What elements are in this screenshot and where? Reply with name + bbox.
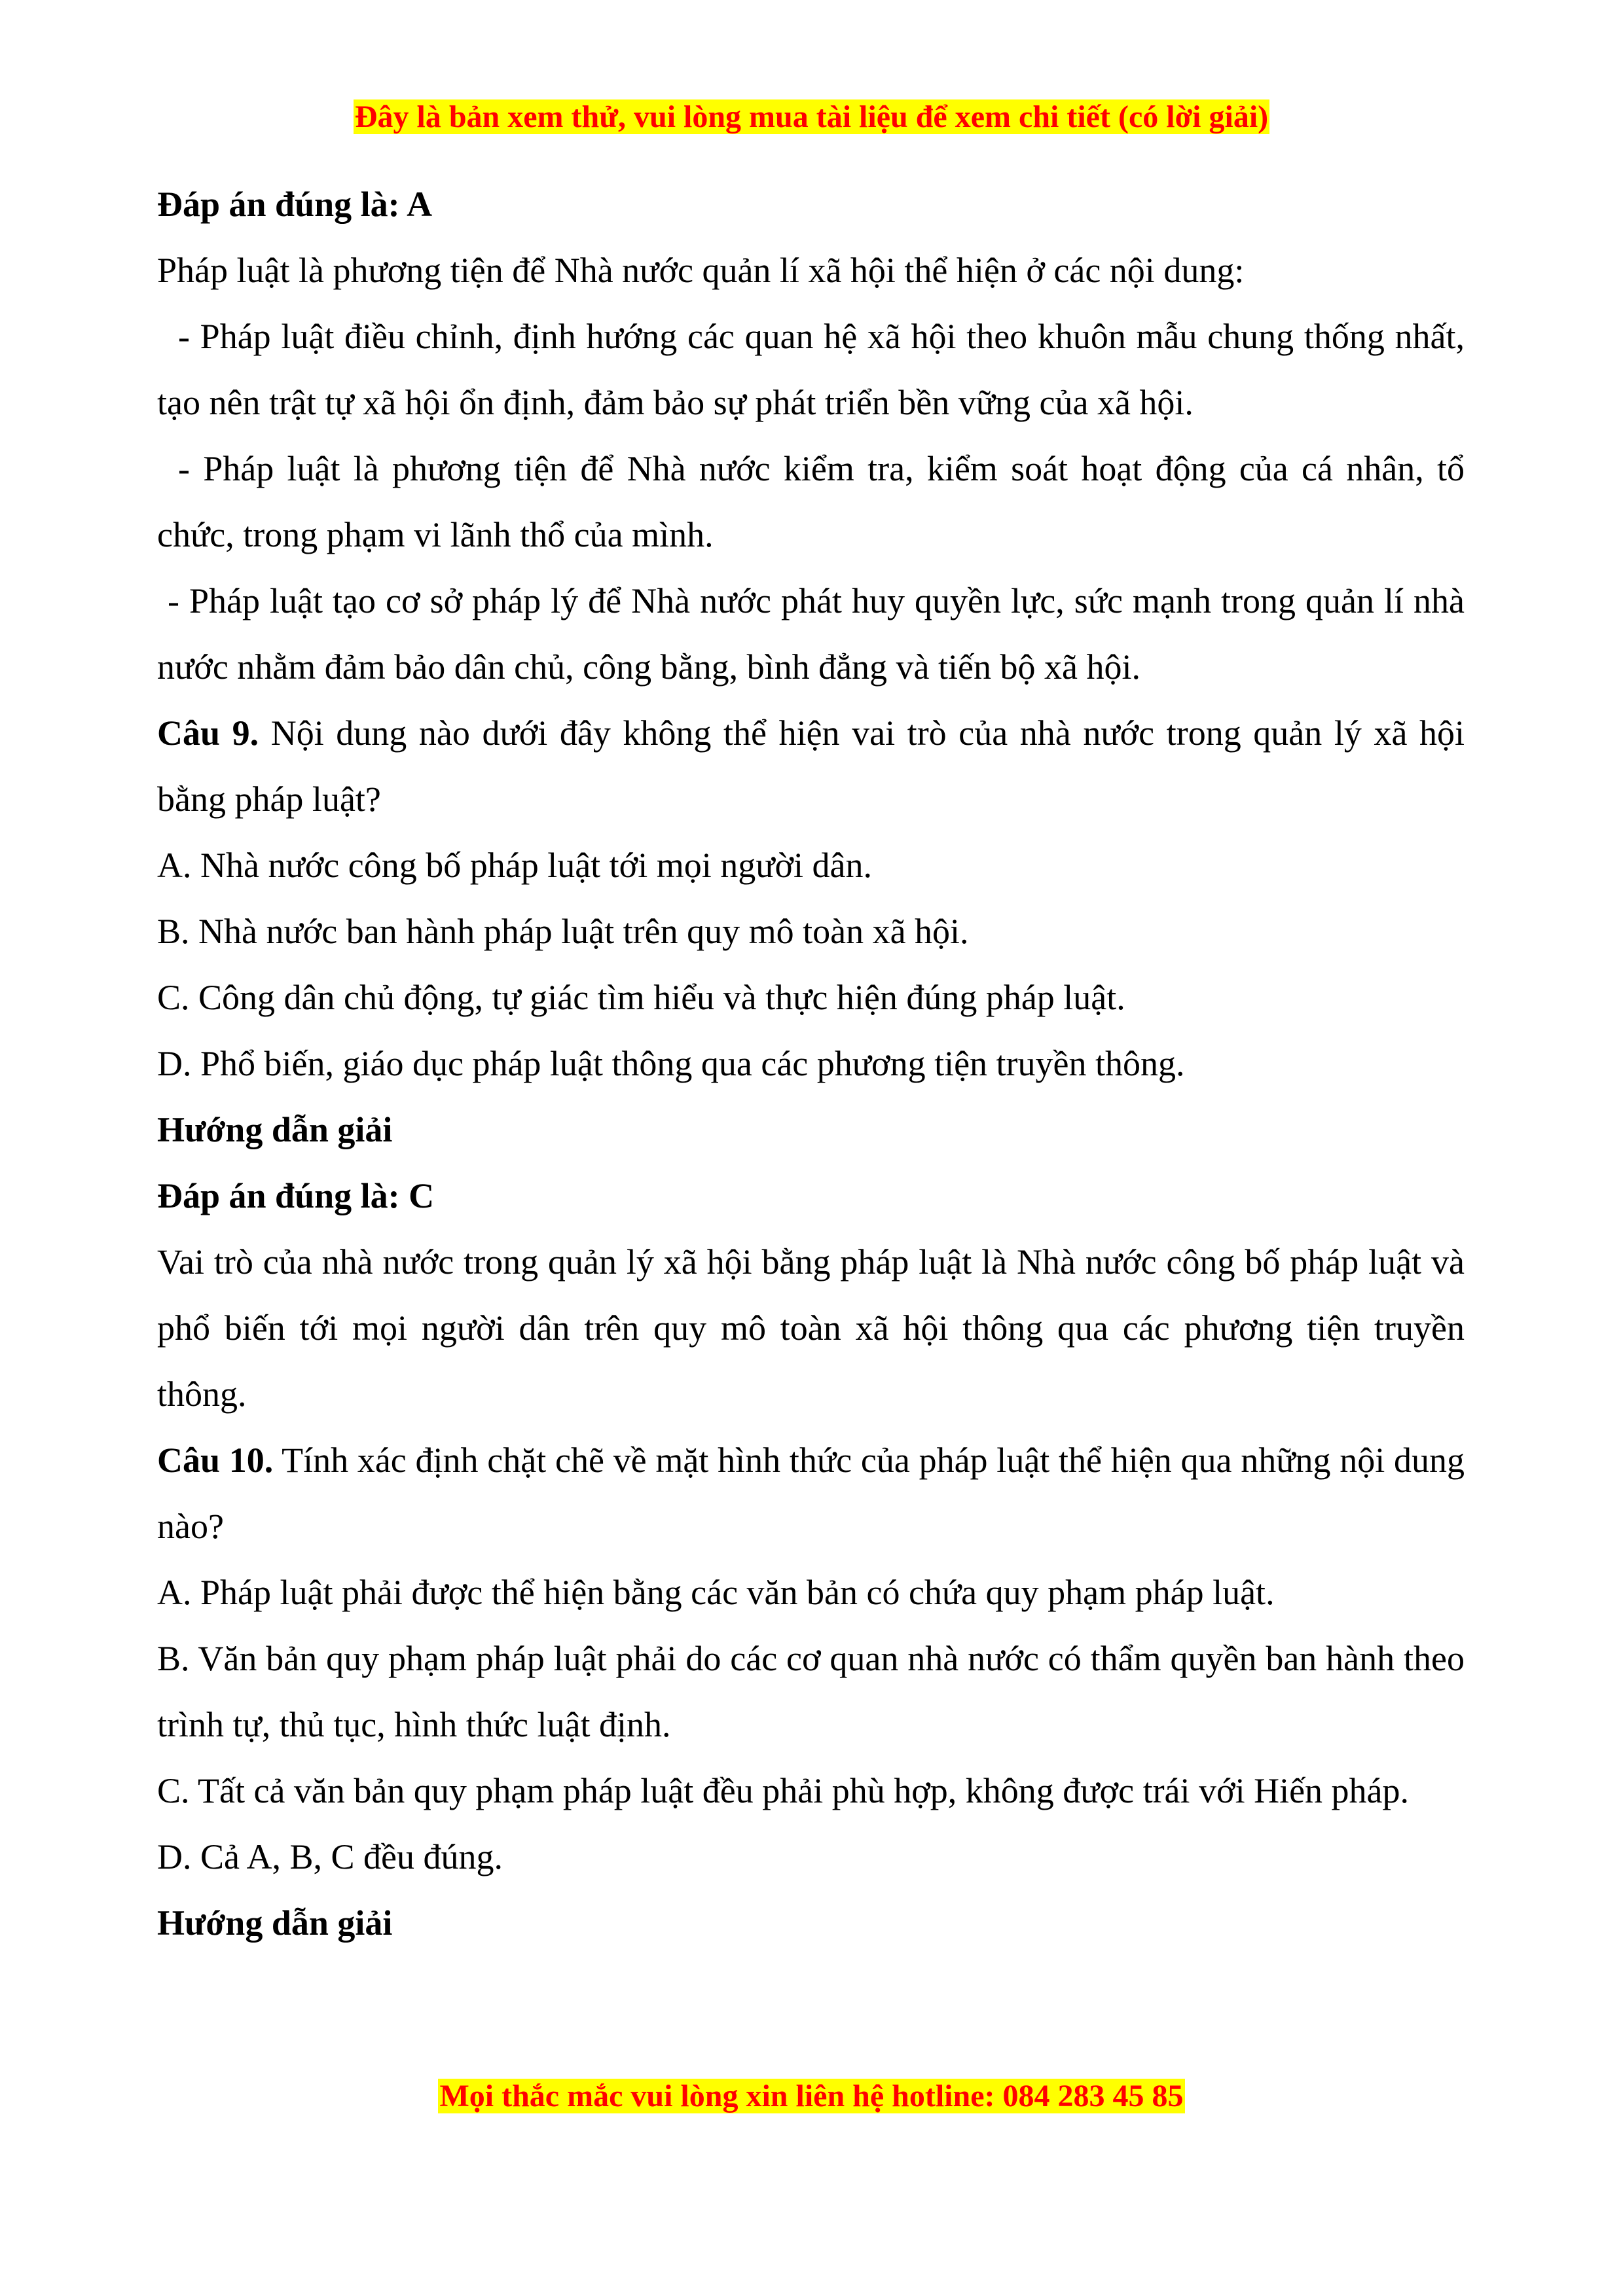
answer-option-a: A. Pháp luật phải được thể hiện bằng các văn bản có chứa quy phạm pháp luật. <box>157 1573 1275 1612</box>
question-text: Tính xác định chặt chẽ về mặt hình thức của pháp luật thể hiện qua những nội dung nào? <box>157 1441 1465 1546</box>
explanation-bullet: - Pháp luật tạo cơ sở pháp lý để Nhà nước phát huy quyền lực, sức mạnh trong quản lí nhà nước nhằm đảm bảo dân chủ, công bằng, bình đẳng và tiến bộ xã hội. <box>157 581 1465 687</box>
answer-line: Đáp án đúng là: A <box>157 185 433 224</box>
guide-heading: Hướng dẫn giải <box>157 1903 393 1943</box>
answer-line: Đáp án đúng là: C <box>157 1176 435 1215</box>
hotline-notice-banner <box>0 2076 1623 2117</box>
explanation-intro: Pháp luật là phương tiện để Nhà nước quản lí xã hội thể hiện ở các nội dung: <box>157 251 1245 290</box>
question-text: Nội dung nào dưới đây không thể hiện vai trò của nhà nước trong quản lý xã hội bằng pháp luật? <box>157 713 1465 819</box>
preview-notice-banner <box>0 97 1623 137</box>
explanation-bullet: - Pháp luật là phương tiện để Nhà nước kiểm tra, kiểm soát hoạt động của cá nhân, tổ chức, trong phạm vi lãnh thổ của mình. <box>157 449 1465 554</box>
explanation-text: Vai trò của nhà nước trong quản lý xã hội bằng pháp luật là Nhà nước công bố pháp luật và phổ biến tới mọi người dân trên quy mô toàn xã hội thông qua các phương tiện truyền thông. <box>157 1242 1465 1414</box>
hotline-notice-text: Mọi thắc mắc vui lòng xin liên hệ hotline: 084 283 45 85 <box>439 2079 1184 2113</box>
answer-option-d: D. Cả A, B, C đều đúng. <box>157 1837 503 1876</box>
guide-heading: Hướng dẫn giải <box>157 1110 393 1149</box>
answer-option-b: B. Văn bản quy phạm pháp luật phải do các cơ quan nhà nước có thẩm quyền ban hành theo trình tự, thủ tục, hình thức luật định. <box>157 1639 1465 1744</box>
question-10 <box>157 1427 1465 1560</box>
question-9 <box>157 700 1465 833</box>
preview-notice-text: Đây là bản xem thử, vui lòng mua tài liệu để xem chi tiết (có lời giải) <box>354 99 1269 134</box>
answer-option-c: C. Công dân chủ động, tự giác tìm hiểu và thực hiện đúng pháp luật. <box>157 978 1125 1017</box>
answer-option-a: A. Nhà nước công bố pháp luật tới mọi người dân. <box>157 846 873 885</box>
document-body <box>157 171 1465 1956</box>
answer-option-c: C. Tất cả văn bản quy phạm pháp luật đều phải phù hợp, không được trái với Hiến pháp. <box>157 1771 1410 1810</box>
answer-option-d: D. Phổ biến, giáo dục pháp luật thông qua các phương tiện truyền thông. <box>157 1044 1185 1083</box>
explanation-bullet: - Pháp luật điều chỉnh, định hướng các quan hệ xã hội theo khuôn mẫu chung thống nhất, tạo nên trật tự xã hội ổn định, đảm bảo sự phát triển bền vững của xã hội. <box>157 317 1465 422</box>
answer-option-b: B. Nhà nước ban hành pháp luật trên quy mô toàn xã hội. <box>157 912 969 951</box>
question-number: Câu 10. <box>157 1441 274 1480</box>
question-number: Câu 9. <box>157 713 259 753</box>
